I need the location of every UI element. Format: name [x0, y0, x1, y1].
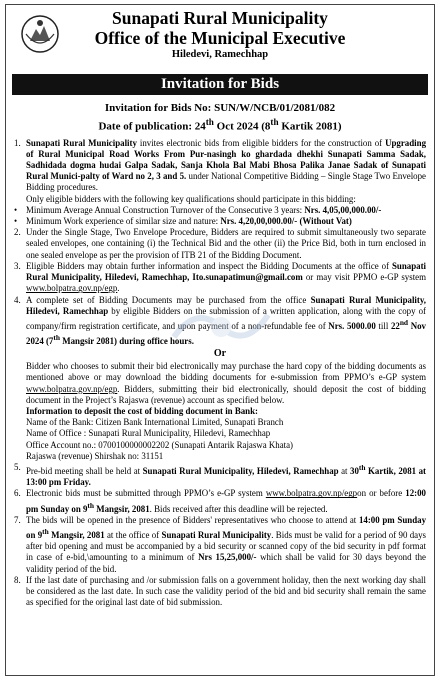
clause-4: 4. A complete set of Bidding Documents may be purchased from the office Sunapati Rural Municipality, Hiledevi, Ramechhap by eligible Bidders on the submission of a written application, along with the copy of company/firm registration certificate, and upon payment of a non-refundable fee of Nrs. 5000.00 till 22nd Nov 2024 (7th Mangsir 2081) during office hours. — [14, 294, 427, 347]
office-name: Office of the Municipal Executive — [94, 28, 346, 48]
publication-date: Date of publication: 24th Oct 2024 (8th Kartik 2081) — [98, 117, 342, 133]
notice-body — [14, 138, 426, 609]
office-location: Hiledevi, Ramechhap — [171, 49, 269, 60]
bid-number: Invitation for Bids No: SUN/W/NCB/01/2081/082 — [104, 102, 336, 114]
bank-deposit-info: Information to deposit the cost of bidding document in Bank: Name of the Bank: Citizen Bank International Limited, Sunapati Branch Name of Office : Sunapati Rural Municipality, Hiledevi, Ramechhap Office Account no.: 0700100000002202 (Sunapati Antarik Rajaswa Khata) Rajaswa (revenue) Shirshak no: 31151 — [26, 406, 294, 461]
egp-link[interactable]: www.bolpatra.gov.np/egp — [26, 383, 118, 394]
notice-page — [5, 4, 435, 676]
header — [14, 8, 426, 72]
municipality-name: Sunapati Rural Municipality — [112, 8, 328, 28]
or-separator: Or — [213, 348, 227, 360]
egp-link[interactable]: www.bolpatra.gov.np/egp — [265, 488, 358, 499]
clause-2: 2. Under the Single Stage, Two Envelope Procedure, Bidders are required to submit simultaneously two separate sealed envelopes, one containing (i) the Technical Bid and the other (ii) the Price Bid, both in turn enclosed in one sealed envelope as per the provision of ITB 21 of the Bidding Document. — [14, 227, 426, 260]
bullet-icon: • — [14, 216, 18, 227]
notice-title-banner: Invitation for Bids — [12, 74, 428, 95]
clause-6: 6. Electronic bids must be submitted through PPMO’s e-GP system www.bolpatra.gov.np/egpon or before 12:00 pm Sunday on 9th Mangsir, 2081. Bids received after this deadline will be rejected. — [14, 488, 426, 514]
bullet-icon: • — [14, 204, 18, 215]
clause-1: 1. Sunapati Rural Municipality invites electronic bids from eligible bidders for the construction of Upgrading of Rural Municipal Road Works From Pur-nasingh ko ghardada dhekhi Sunapati Samma Sadak, Sadhidada dogma hudai Galpa Sadak, Sanja Khola Bal Mabi Bhosa Palika Janae Sadak of Sunapati Rural Munici-palty of Ward no 2, 3 and 5. under National Competitive Bidding – Single Stage Two Envelope Bidding procedures. Only eligible bidders with the following key qualifications should participate in this bidding: — [14, 137, 427, 204]
qualification-experience: • Minimum Work experience of similar size and nature: Nrs. 4,20,00,000.00/- (Without Vat) — [14, 216, 352, 227]
clause-5: 5. Pre-bid meeting shall be held at Sunapati Rural Municipality, Hiledevi, Ramechhap at 30th Kartik, 2081 at 13:00 pm Friday. — [14, 462, 427, 488]
clause-3: 3. Eligible Bidders may obtain further information and inspect the Bidding Documents at the office of Sunapati Rural Municipality, Hiledevi, Ramechhap, Ito.sunapatimun@gmail.com or may visit PPMO e-GP system www.bolpatra.gov.np/egp. — [14, 260, 427, 294]
nepal-emblem-icon — [20, 14, 60, 54]
electronic-purchase-note: Bidder who chooses to submit their bid electronically may purchase the hard copy of the bidding documents as mentioned above or may download the bidding documents for e-submission from PPMO’s e-GP system www.bolpatra.gov.np/egp. Bidders, submitting their bid electronically, should deposit the cost of bidding document in the Project’s Rajaswa (revenue) account as specified below. — [26, 361, 426, 405]
clause-8: 8. If the last date of purchasing and /or submission falls on a government holiday, then the next working day shall be considered as the last date. In such case the validity period of the bid and bid security shall remain the same as specified for the original last date of bid submission. — [14, 574, 426, 608]
clause-7: 7. The bids will be opened in the presence of Bidders' representatives who choose to attend at 14:00 pm Sunday on 9th Mangsir, 2081 at the office of Sunapati Rural Municipality. Bids must be valid for a period of 90 days after bid opening and must be accompanied by a bid security or scanned copy of the bid security in pdf format in case of e-bid,\amounting to a minimum of Nrs 15,25,000/- which shall be valid for 30 days beyond the validity period of the bid. — [14, 514, 427, 574]
egp-link[interactable]: www.bolpatra.gov.np/egp — [26, 283, 118, 294]
qualification-turnover: • Minimum Average Annual Construction Turnover of the Consecutive 3 years: Nrs. 4,05,00,000.00/- — [14, 204, 382, 215]
